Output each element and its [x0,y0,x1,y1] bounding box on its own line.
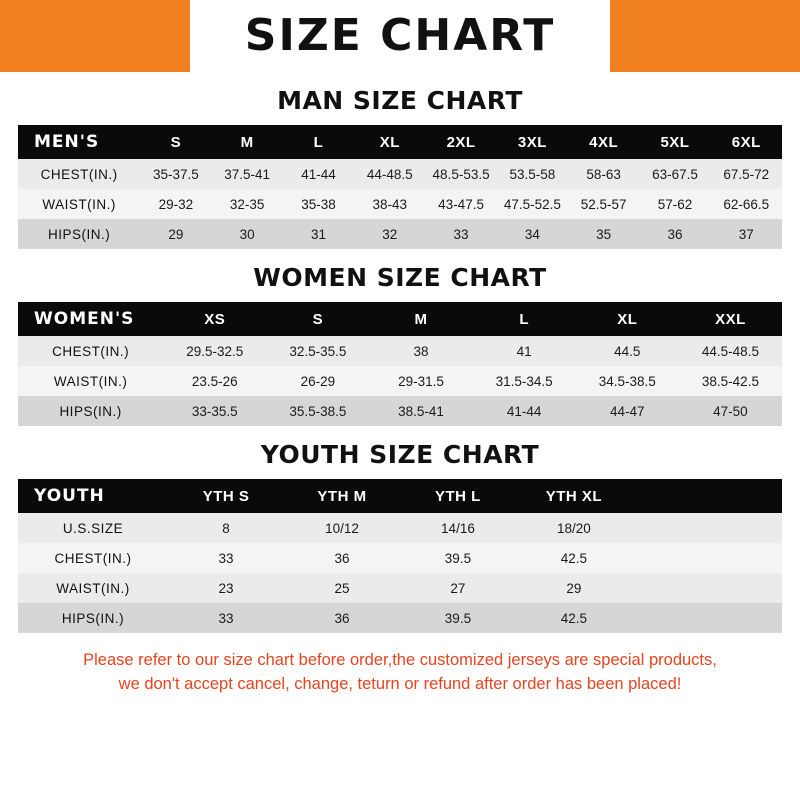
women-header-xl: XL [576,302,679,336]
women-row2-c2: 35.5-38.5 [266,396,369,426]
men-header-label: MEN'S [18,125,140,159]
women-header-l: L [473,302,576,336]
women-row0-c5: 44.5 [576,336,679,366]
women-row1-c6: 38.5-42.5 [679,366,782,396]
table-header-row [18,302,782,336]
youth-row1-c5 [632,543,782,573]
men-row2-c5: 33 [425,219,496,249]
men-row0-c8: 63-67.5 [639,159,710,189]
women-header-s: S [266,302,369,336]
page-title: SIZE CHART [244,10,556,61]
youth-row2-c4: 29 [516,573,632,603]
men-row1-c6: 47.5-52.5 [497,189,568,219]
men-row1-c9: 62-66.5 [711,189,782,219]
women-header-xs: XS [163,302,266,336]
men-table-body [18,159,782,249]
youth-table-head [18,479,782,513]
men-row0-c3: 41-44 [283,159,354,189]
table-row [18,366,782,396]
women-row2-c1: 33-35.5 [163,396,266,426]
men-row2-c9: 37 [711,219,782,249]
women-row0-c6: 44.5-48.5 [679,336,782,366]
women-table-body [18,336,782,426]
table-row [18,336,782,366]
table-row [18,189,782,219]
women-row2-c6: 47-50 [679,396,782,426]
men-row2-label: HIPS(IN.) [18,219,140,249]
order-notice-line-2: we don't accept cancel, change, teturn or refund after order has been placed! [118,674,682,693]
women-header-m: M [369,302,472,336]
women-row0-c2: 32.5-35.5 [266,336,369,366]
men-row0-c6: 53.5-58 [497,159,568,189]
title-banner-inner [0,0,800,72]
youth-row0-c3: 14/16 [400,513,516,543]
table-row [18,219,782,249]
men-row1-c3: 35-38 [283,189,354,219]
youth-row3-c4: 42.5 [516,603,632,633]
title-banner [0,0,800,72]
men-header-s: S [140,125,211,159]
women-header-xxl: XXL [679,302,782,336]
table-row [18,573,782,603]
youth-row0-label: U.S.SIZE [18,513,168,543]
men-table-head [18,125,782,159]
women-row2-c5: 44-47 [576,396,679,426]
youth-row2-c2: 25 [284,573,400,603]
youth-row2-c3: 27 [400,573,516,603]
youth-row0-c4: 18/20 [516,513,632,543]
women-row1-c1: 23.5-26 [163,366,266,396]
men-row0-c1: 35-37.5 [140,159,211,189]
youth-row3-c2: 36 [284,603,400,633]
men-header-l: L [283,125,354,159]
youth-row1-c1: 33 [168,543,284,573]
women-row2-c3: 38.5-41 [369,396,472,426]
table-row [18,159,782,189]
men-row1-c4: 38-43 [354,189,425,219]
women-size-table [18,302,782,426]
men-section-title: MAN SIZE CHART [277,86,523,115]
youth-row0-c2: 10/12 [284,513,400,543]
women-row1-c4: 31.5-34.5 [473,366,576,396]
men-row2-c4: 32 [354,219,425,249]
youth-table-body [18,513,782,633]
women-row0-c3: 38 [369,336,472,366]
youth-row2-c1: 23 [168,573,284,603]
men-row2-c1: 29 [140,219,211,249]
youth-section-title: YOUTH SIZE CHART [260,440,540,469]
youth-row1-label: CHEST(IN.) [18,543,168,573]
men-row1-label: WAIST(IN.) [18,189,140,219]
men-header-5xl: 5XL [639,125,710,159]
youth-row3-label: HIPS(IN.) [18,603,168,633]
chart-content [0,86,800,697]
youth-row1-c3: 39.5 [400,543,516,573]
youth-size-table [18,479,782,633]
men-size-table [18,125,782,249]
women-row1-c2: 26-29 [266,366,369,396]
women-row1-c3: 29-31.5 [369,366,472,396]
women-row1-c5: 34.5-38.5 [576,366,679,396]
youth-header-xl: YTH XL [516,479,632,513]
women-section-title: WOMEN SIZE CHART [253,263,547,292]
women-row0-c1: 29.5-32.5 [163,336,266,366]
men-row1-c7: 52.5-57 [568,189,639,219]
order-notice [18,649,782,697]
men-row2-c3: 31 [283,219,354,249]
youth-row3-c1: 33 [168,603,284,633]
table-header-row [18,125,782,159]
table-row [18,513,782,543]
youth-header-l: YTH L [400,479,516,513]
table-row [18,603,782,633]
youth-header-label: YOUTH [18,479,168,513]
men-row1-c8: 57-62 [639,189,710,219]
men-row0-c4: 44-48.5 [354,159,425,189]
women-row1-label: WAIST(IN.) [18,366,163,396]
youth-row0-c5 [632,513,782,543]
women-row0-c4: 41 [473,336,576,366]
youth-row3-c5 [632,603,782,633]
youth-row1-c2: 36 [284,543,400,573]
men-row2-c8: 36 [639,219,710,249]
men-row0-c9: 67.5-72 [711,159,782,189]
men-row1-c1: 29-32 [140,189,211,219]
men-row0-c5: 48.5-53.5 [425,159,496,189]
men-header-m: M [212,125,283,159]
youth-row2-c5 [632,573,782,603]
women-header-label: WOMEN'S [18,302,163,336]
men-row2-c2: 30 [212,219,283,249]
women-row0-label: CHEST(IN.) [18,336,163,366]
men-header-xl: XL [354,125,425,159]
youth-row1-c4: 42.5 [516,543,632,573]
order-notice-line-1: Please refer to our size chart before order,the customized jerseys are special products, [83,651,717,669]
men-row0-c7: 58-63 [568,159,639,189]
table-header-row [18,479,782,513]
men-row2-c7: 35 [568,219,639,249]
men-row0-label: CHEST(IN.) [18,159,140,189]
men-row0-c2: 37.5-41 [212,159,283,189]
youth-row2-label: WAIST(IN.) [18,573,168,603]
youth-row3-c3: 39.5 [400,603,516,633]
youth-header-s: YTH S [168,479,284,513]
men-header-3xl: 3XL [497,125,568,159]
table-row [18,543,782,573]
youth-header-m: YTH M [284,479,400,513]
youth-row0-c1: 8 [168,513,284,543]
men-header-2xl: 2XL [425,125,496,159]
women-row2-label: HIPS(IN.) [18,396,163,426]
men-header-4xl: 4XL [568,125,639,159]
men-row1-c2: 32-35 [212,189,283,219]
men-row2-c6: 34 [497,219,568,249]
men-header-6xl: 6XL [711,125,782,159]
women-table-head [18,302,782,336]
youth-header-empty [632,479,782,513]
table-row [18,396,782,426]
women-row2-c4: 41-44 [473,396,576,426]
men-row1-c5: 43-47.5 [425,189,496,219]
